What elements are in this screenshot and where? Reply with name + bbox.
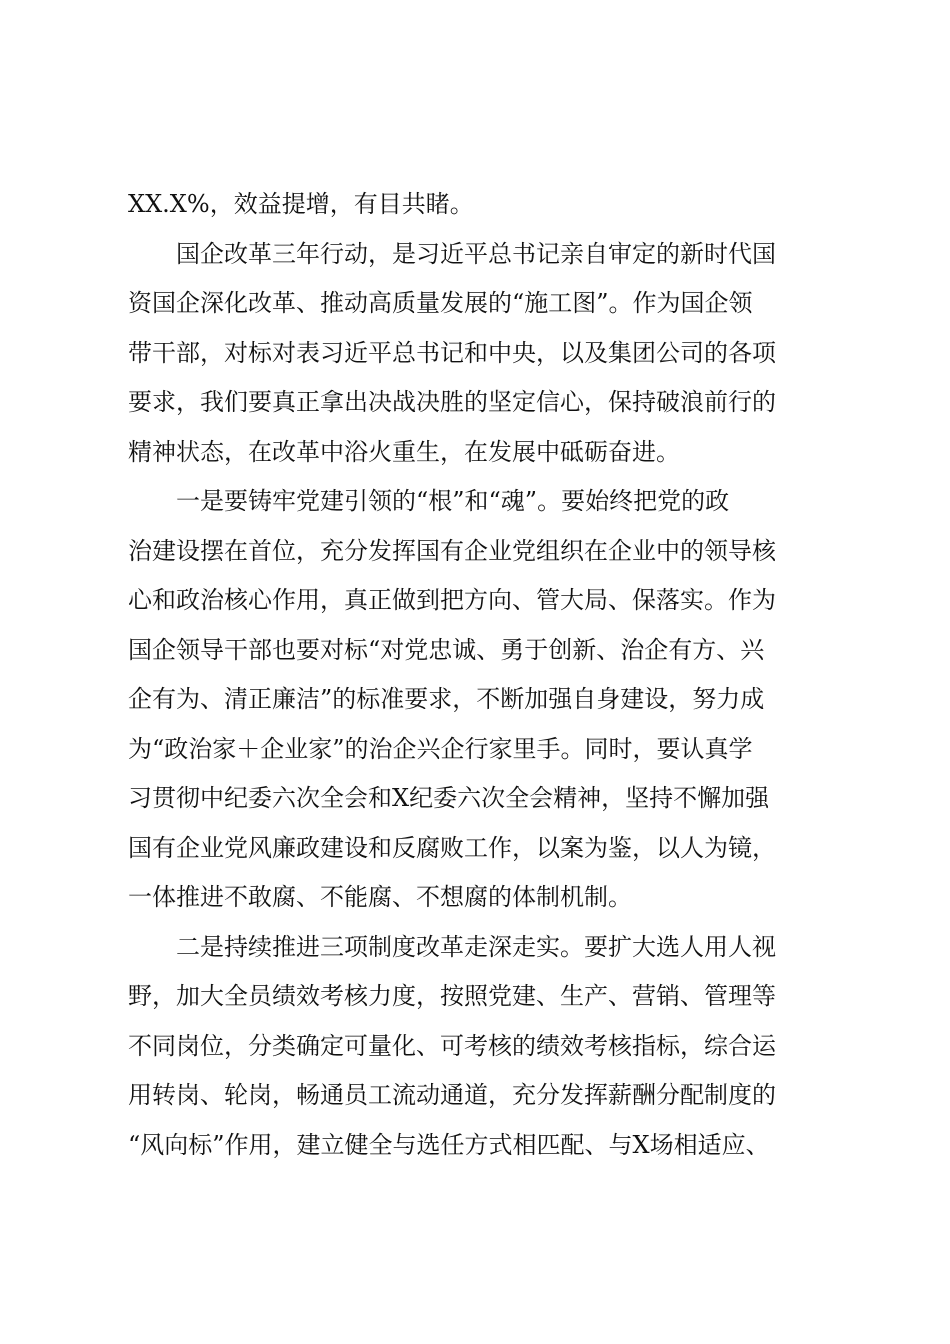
text-line: 治建设摆在首位，充分发挥国有企业党组织在企业中的领导核 [128,536,776,565]
text-line: 精神状态，在改革中浴火重生，在发展中砥砺奋进。 [128,437,680,466]
text-line: 习贯彻中纪委六次全会和X纪委六次全会精神，坚持不懈加强 [128,784,770,812]
text-line: 带干部，对标对表习近平总书记和中央，以及集团公司的各项 [128,338,776,367]
text-line: 二是持续推进三项制度改革走深走实。要扩大选人用人视 [176,932,776,961]
text-line: 一体推进不敢腐、不能腐、不想腐的体制机制。 [128,883,632,911]
document-body [128,180,840,1170]
text-line: 国有企业党风廉政建设和反腐败工作，以案为鉴，以人为镜， [128,833,776,862]
text-line: 国企改革三年行动，是习近平总书记亲自审定的新时代国 [176,239,776,268]
text-line: 心和政治核心作用，真正做到把方向、管大局、保落实。作为 [128,586,776,614]
text-line: 资国企深化改革、推动高质量发展的“施工图”。作为国企领 [128,289,753,317]
text-line: XX.X%，效益提增，有目共睹。 [128,190,474,218]
text-line: 要求，我们要真正拿出决战决胜的坚定信心，保持破浪前行的 [128,388,776,416]
text-line: 用转岗、轮岗，畅通员工流动通道，充分发挥薪酬分配制度的 [128,1081,776,1109]
text-line: 不同岗位，分类确定可量化、可考核的绩效考核指标，综合运 [128,1031,776,1060]
text-line: 一是要铸牢党建引领的“根”和“魂”。要始终把党的政 [176,487,730,515]
text-line: 国企领导干部也要对标“对党忠诚、勇于创新、治企有方、兴 [128,635,765,664]
text-line: 为“政治家＋企业家”的治企兴企行家里手。同时，要认真学 [128,734,753,763]
text-line: 野，加大全员绩效考核力度，按照党建、生产、营销、管理等 [128,982,776,1010]
text-line: “风向标”作用，建立健全与选任方式相匹配、与X场相适应、 [128,1130,770,1159]
text-line: 企有为、清正廉洁”的标准要求，不断加强自身建设，努力成 [128,685,765,713]
